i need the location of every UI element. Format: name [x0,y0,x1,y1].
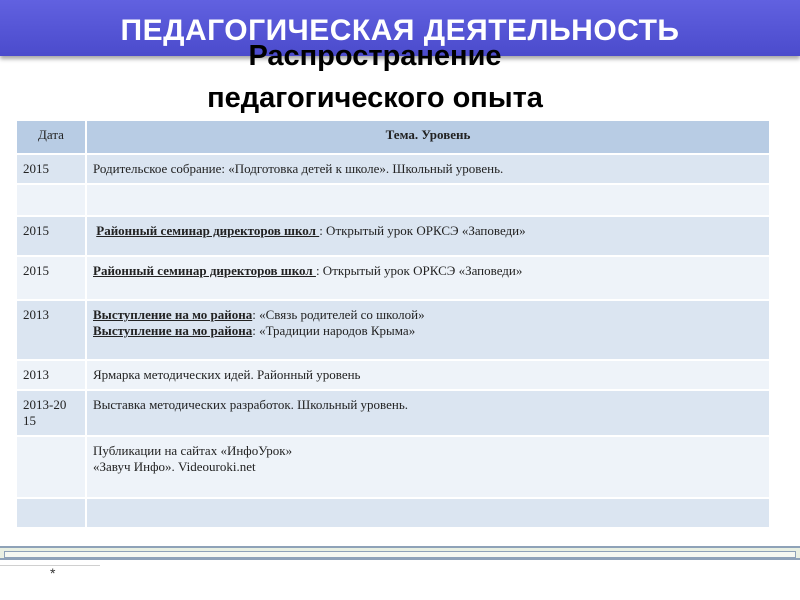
topic-bold: Выступление на мо района [93,323,253,338]
cell-date: 2015 [16,154,86,184]
table-header-row [16,120,770,154]
cell-topic [86,184,770,216]
table-row [16,154,770,184]
table-row [16,216,770,256]
topic-bold: Районный семинар директоров школ [93,263,316,278]
topic-rest: : «Традиции народов Крыма» [252,323,416,338]
table-row [16,300,770,360]
slide-heading [150,35,600,119]
footnote-marker: * [50,565,56,581]
cell-topic [86,256,770,300]
table-row [16,436,770,498]
topic-bold: Выступление на мо района [93,307,253,322]
cell-date [16,498,86,528]
topic-line: Публикации на сайтах «ИнфоУрок» [93,443,293,458]
table-row [16,498,770,528]
cell-date: 2013 [16,300,86,360]
bottom-decorative-bar [0,546,800,560]
table-row [16,390,770,436]
header-topic: Тема. Уровень [86,120,770,154]
heading-line-2: педагогического опыта [207,82,543,114]
topic-rest: : «Связь родителей со школой» [252,307,425,322]
cell-topic [86,498,770,528]
topic-rest: : Открытый урок ОРКСЭ «Заповеди» [319,223,526,238]
topic-rest: : Открытый урок ОРКСЭ «Заповеди» [315,263,523,278]
cell-topic: Ярмарка методических идей. Районный уровень [86,360,770,390]
topic-line: «Завуч Инфо». Videouroki.net [93,459,256,474]
experience-table [15,119,771,529]
table-row [16,184,770,216]
cell-date: 2015 [16,256,86,300]
cell-topic: Родительское собрание: «Подготовка детей к школе». Школьный уровень. [86,154,770,184]
heading-line-1: Распространение [248,40,502,72]
cell-topic [86,216,770,256]
cell-topic [86,300,770,360]
cell-date: 2013-20 15 [16,390,86,436]
cell-date: 2015 [16,216,86,256]
header-date: Дата [16,120,86,154]
banner-title: ПЕДАГОГИЧЕСКАЯ ДЕЯТЕЛЬНОСТЬ [120,14,680,47]
table-row [16,256,770,300]
topic-bold: Районный семинар директоров школ [96,223,320,238]
cell-date [16,436,86,498]
table-row [16,360,770,390]
cell-topic [86,436,770,498]
cell-date: 2013 [16,360,86,390]
cell-date [16,184,86,216]
cell-topic: Выставка методических разработок. Школьный уровень. [86,390,770,436]
